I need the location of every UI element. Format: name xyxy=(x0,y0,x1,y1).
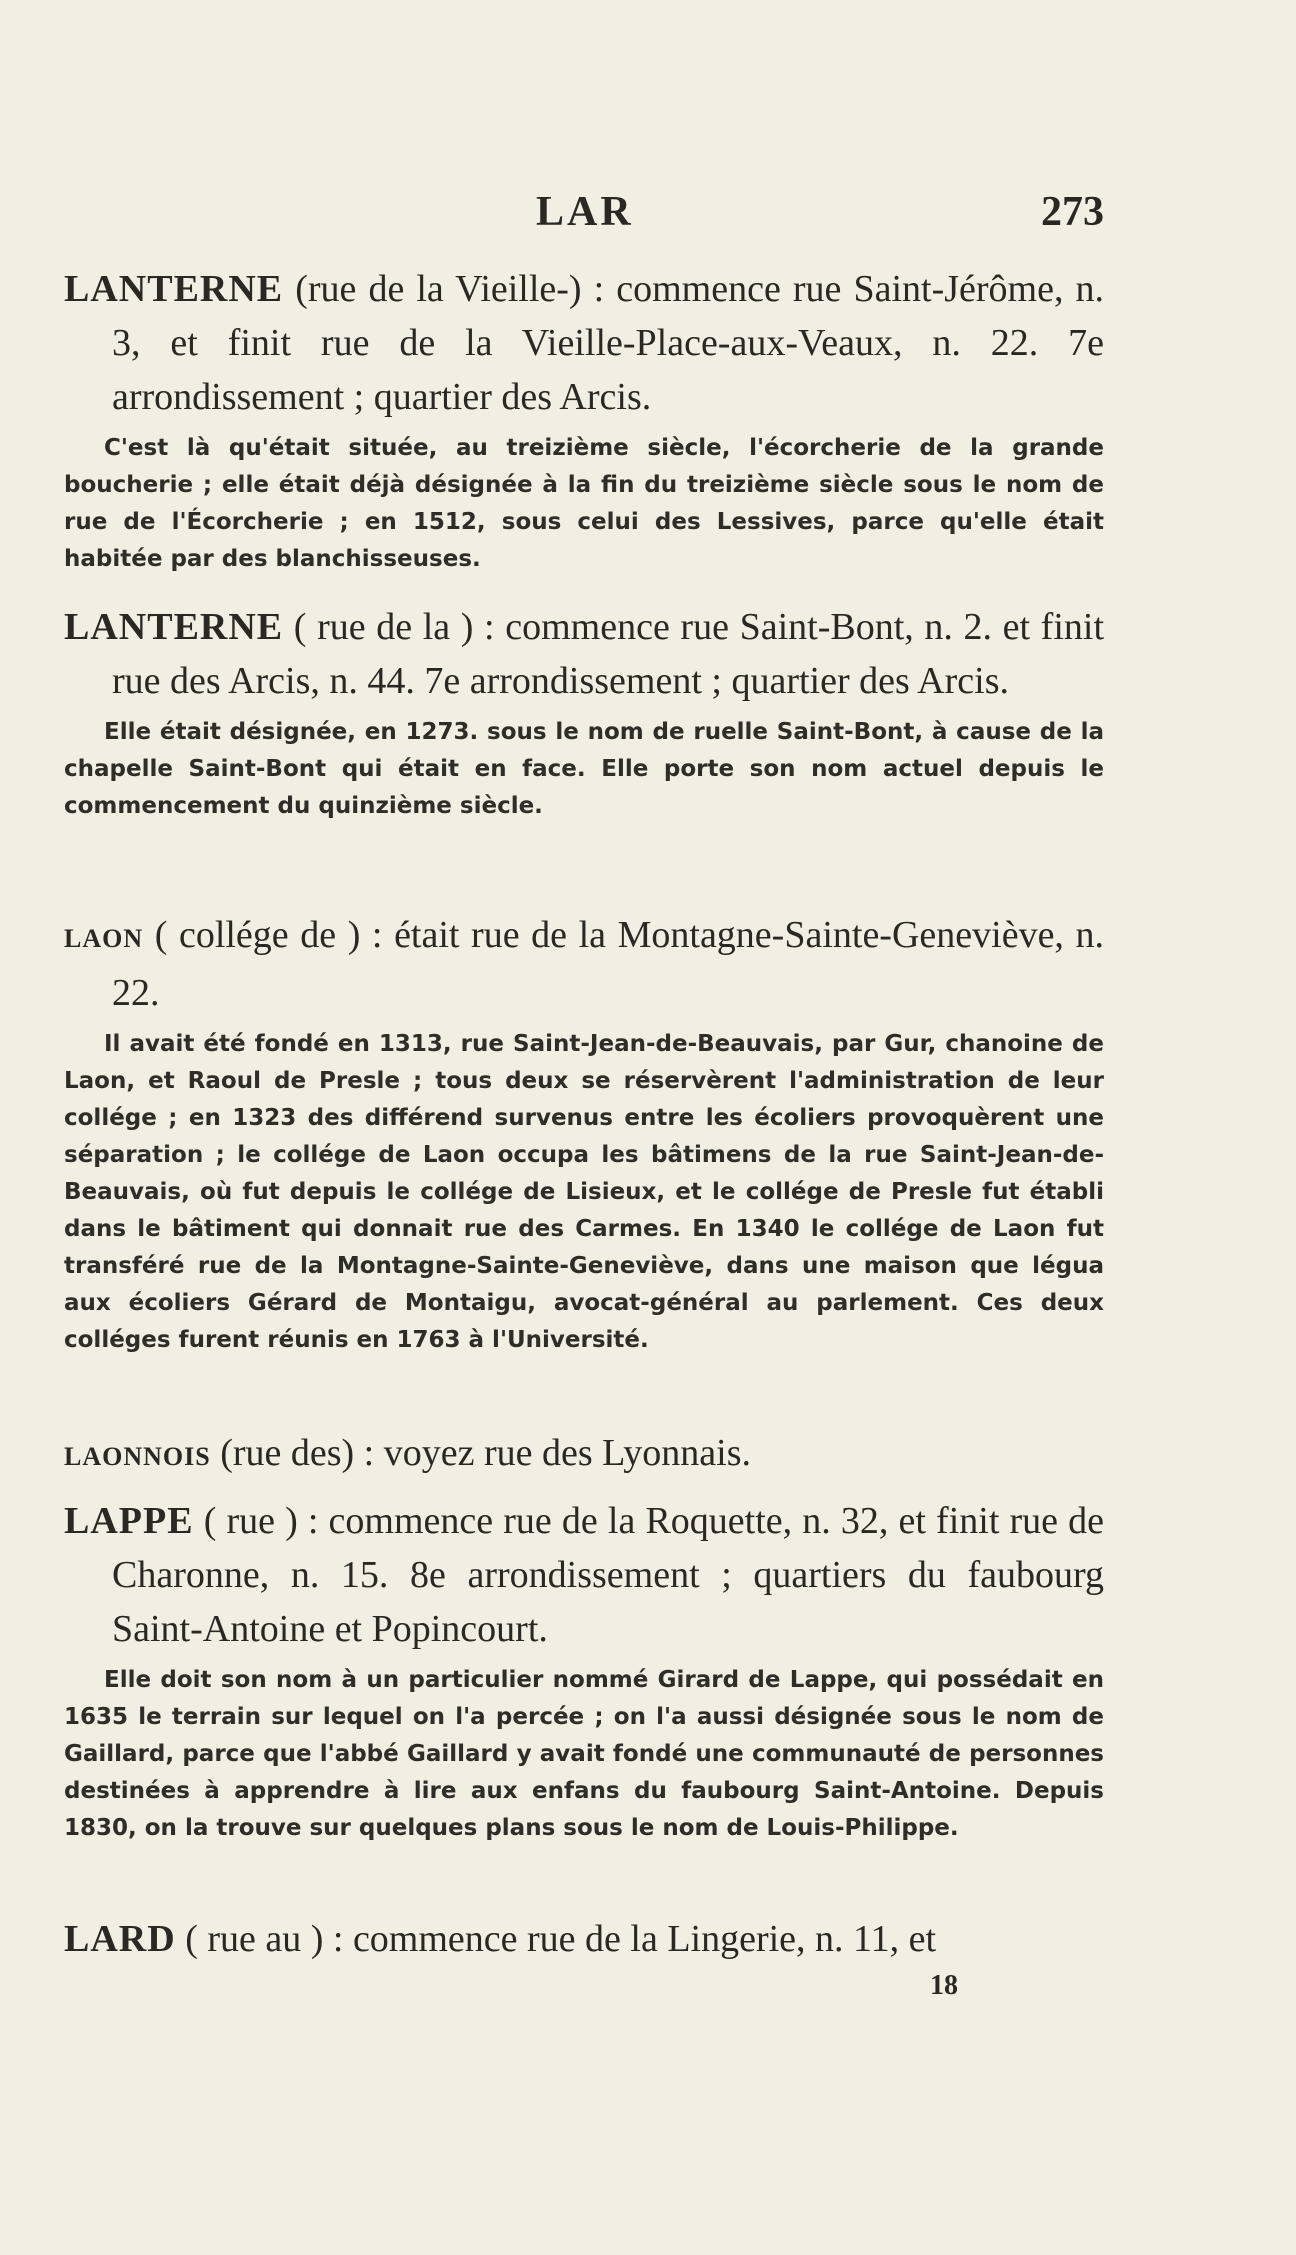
headword: LANTERNE xyxy=(64,606,284,648)
running-head-title: LAR xyxy=(536,189,634,235)
headword: LAPPE xyxy=(64,1500,194,1542)
headword: LAON xyxy=(64,924,144,953)
signature-mark: 18 xyxy=(930,1970,958,2001)
headword: LANTERNE xyxy=(64,268,284,310)
entry-heading xyxy=(64,1426,1104,1484)
entry-lanterne xyxy=(64,600,1104,825)
entry-note: Elle doit son nom à un particulier nommé Girard de Lappe, qui possédait en 1635 le terrain sur lequel on l'a percée ; on l'a aussi désignée sous le nom de Gaillard, parce que l'abbé Gaillard y avait fondé une communauté de personnes destinées à apprendre à lire aux enfans du faubourg Saint-Antoine. Depuis 1830, on la trouve sur quelques plans sous le nom de Louis-Philippe. xyxy=(64,1667,1104,1841)
page-number: 273 xyxy=(1041,189,1104,235)
entry-description: ( rue ) : commence rue de la Roquette, n. 32, et finit rue de Charonne, n. 15. 8e arrondissement ; quartiers du faubourg Saint-Antoine et Popincourt. xyxy=(112,1500,1105,1650)
entry-note: Il avait été fondé en 1313, rue Saint-Jean-de-Beauvais, par Gur, chanoine de Laon, et Raoul de Presle ; tous deux se réservèrent l'administration de leur collége ; en 1323 des différend survenus entre les écoliers provoquèrent une séparation ; le collége de Laon occupa les bâtimens de la rue Saint-Jean-de-Beauvais, où fut depuis le collége de Lisieux, et le collége de Presle fut établi dans le bâtiment qui donnait rue des Carmes. En 1340 le collége de Laon fut transféré rue de la Montagne-Sainte-Geneviève, dans une maison que légua aux écoliers Gérard de Montaigu, avocat-général au parlement. Ces deux colléges furent réunis en 1763 à l'Université. xyxy=(64,1031,1104,1353)
entry-heading xyxy=(64,1912,1104,1966)
entry-lard xyxy=(64,1912,1104,1966)
entry-description: (rue des) : voyez rue des Lyonnais. xyxy=(220,1432,751,1474)
entry-description: ( rue de la ) : commence rue Saint-Bont, n. 2. et finit rue des Arcis, n. 44. 7e arrondissement ; quartier des Arcis. xyxy=(112,606,1105,702)
entry-heading xyxy=(64,1494,1104,1656)
running-head xyxy=(536,188,1104,248)
entry-note: Elle était désignée, en 1273. sous le nom de ruelle Saint-Bont, à cause de la chapelle Saint-Bont qui était en face. Elle porte son nom actuel depuis le commencement du quinzième siècle. xyxy=(64,719,1104,819)
entry-note: C'est là qu'était située, au treizième siècle, l'écorcherie de la grande boucherie ; elle était déjà désignée à la fin du treizième siècle sous le nom de rue de l'Écorcherie ; en 1512, sous celui des Lessives, parce qu'elle était habitée par des blanchisseuses. xyxy=(64,435,1104,572)
entry-laonnois xyxy=(64,1426,1104,1484)
entry-heading xyxy=(64,262,1104,424)
headword: LARD xyxy=(64,1918,176,1960)
entry-description: (rue de la Vieille-) : commence rue Saint-Jérôme, n. 3, et finit rue de la Vieille-Place-aux-Veaux, n. 22. 7e arrondissement ; quartier des Arcis. xyxy=(112,268,1105,418)
entry-heading xyxy=(64,600,1104,708)
entry-description: ( rue au ) : commence rue de la Lingerie, n. 11, et xyxy=(185,1918,937,1960)
headword: LAONNOIS xyxy=(64,1442,211,1471)
entry-lappe xyxy=(64,1494,1104,1847)
entry-description: ( collége de ) : était rue de la Montagne-Sainte-Geneviève, n. 22. xyxy=(112,914,1105,1014)
entry-heading xyxy=(64,908,1104,1020)
entry-lanterne-vieille xyxy=(64,262,1104,578)
entry-laon xyxy=(64,908,1104,1359)
